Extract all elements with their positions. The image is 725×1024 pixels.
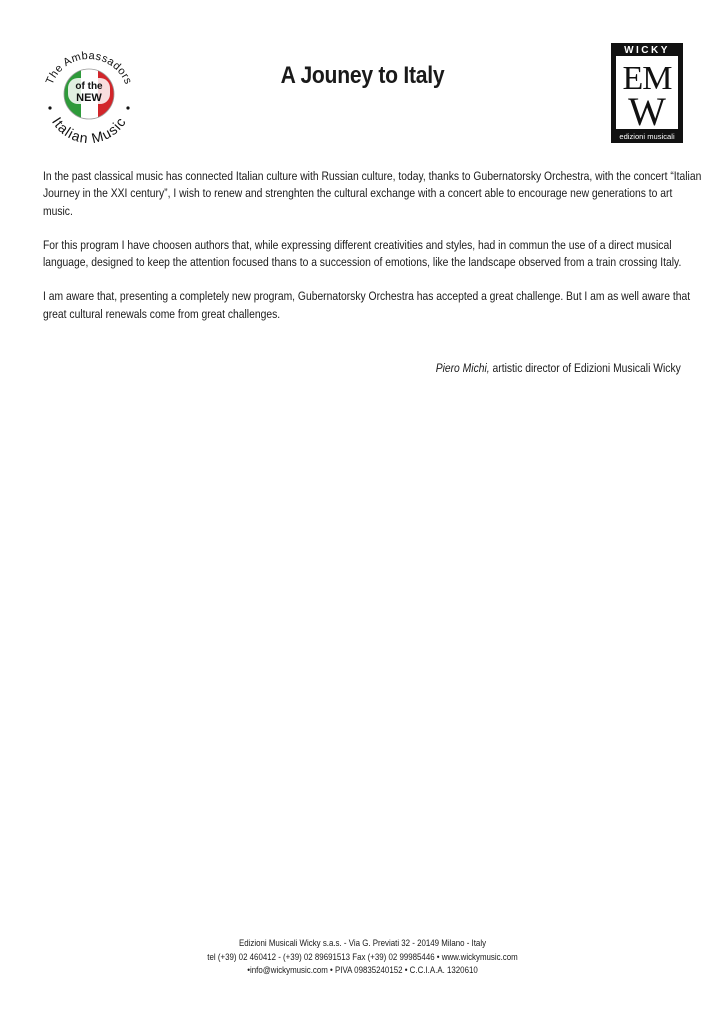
svg-text:WICKY: WICKY	[624, 45, 670, 56]
paragraph-1: In the past classical music has connected Italian culture with Russian culture, today, thanks to Gubernatorsky Orchestra, with the concert “Italian Journey in the XXI century”, I wish to renew and strenghten the cultural exchange with a concert able to encourage new generations to art music.	[43, 169, 702, 218]
letter-body	[43, 168, 703, 340]
svg-text:The Ambassadors: The Ambassadors	[43, 49, 135, 87]
page-title: A Jouney to Italy	[280, 62, 445, 89]
svg-text:edizioni musicali: edizioni musicali	[619, 132, 675, 141]
signature-name: Piero Michi,	[435, 361, 490, 375]
footer-address: Edizioni Musicali Wicky s.a.s. - Via G. Previati 32 - 20149 Milano - Italy	[238, 938, 487, 948]
ambassadors-badge-logo	[38, 42, 140, 144]
svg-text:NEW: NEW	[76, 92, 102, 104]
svg-text:Italian Music: Italian Music	[48, 113, 130, 144]
footer-phone: tel (+39) 02 460412 - (+39) 02 89691513 Fax (+39) 02 99985446 • www.wickymusic.com	[207, 951, 518, 962]
signature-line	[43, 360, 681, 377]
footer-contact	[0, 937, 725, 978]
wicky-emw-logo	[611, 43, 683, 143]
svg-text:EM: EM	[622, 60, 672, 97]
paragraph-2: For this program I have choosen authors that, while expressing different creativities and styles, had in commun the use of a direct musical language, designed to keep the attention focused thans to a succession of emotions, like the landscape observed from a train crossing Italy.	[43, 237, 682, 270]
svg-text:W: W	[628, 89, 666, 134]
signature-role: artistic director of Edizioni Musicali Wicky	[489, 361, 681, 375]
footer-email-vat: •info@wickymusic.com • PIVA 09835240152 • C.C.I.A.A. 1320610	[247, 965, 478, 975]
paragraph-3: I am aware that, presenting a completely new program, Gubernatorsky Orchestra has accepted a great challenge. But I am as well aware that great cultural renewals come from great challenges.	[43, 289, 691, 321]
svg-text:of the: of the	[75, 81, 103, 92]
